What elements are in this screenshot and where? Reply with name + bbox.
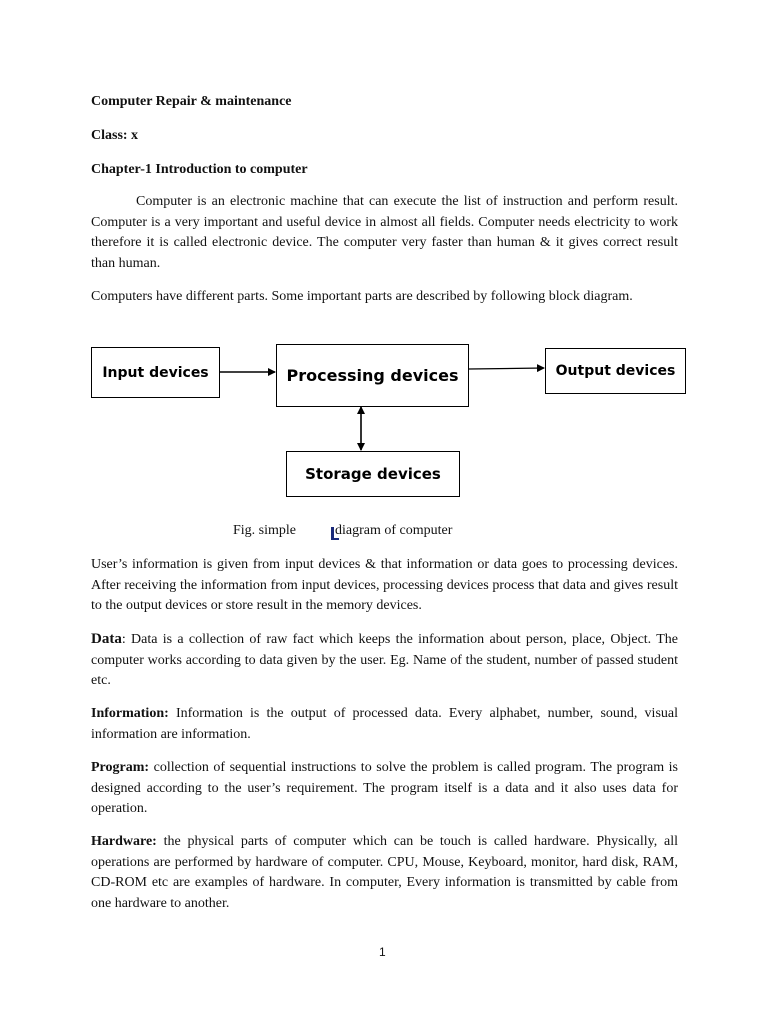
figure-caption-left: Fig. simple — [233, 523, 297, 538]
flow-paragraph: User’s information is given from input devices & that information or data goes to processing devices. After receiving the information from input devices, processing devices process that data and gives result to the output devices or store result in the memory devices. — [91, 557, 678, 613]
input-devices-box — [91, 347, 220, 398]
figure-caption-right: diagram of computer — [335, 523, 453, 538]
definition-term: Program: — [91, 760, 150, 775]
output-devices-box — [545, 348, 686, 394]
class-line: Class: x — [91, 128, 139, 143]
document-title: Computer Repair & maintenance — [91, 94, 292, 109]
definition-separator: : — [121, 632, 126, 647]
storage-devices-box — [286, 451, 460, 497]
arrow-processing-to-output — [469, 368, 544, 369]
definition-text: Information is the output of processed data. Every alphabet, number, sound, visual information are information. — [91, 706, 678, 742]
definition-data — [91, 629, 678, 692]
input-devices-label: Input devices — [102, 364, 209, 381]
processing-devices-box — [276, 344, 469, 407]
page-number: 1 — [379, 945, 386, 959]
definition-hardware — [91, 832, 678, 914]
parts-sentence: Computers have different parts. Some important parts are described by following block diagram. — [91, 289, 633, 304]
definition-term: Information: — [91, 706, 169, 721]
processing-devices-label: Processing devices — [286, 366, 459, 385]
definition-information — [91, 704, 678, 745]
chapter-heading: Chapter-1 Introduction to computer — [91, 162, 308, 177]
storage-devices-label: Storage devices — [305, 465, 441, 483]
definition-program — [91, 758, 678, 820]
output-devices-label: Output devices — [555, 363, 676, 379]
definition-text: collection of sequential instructions to solve the problem is called program. The program is designed according to the user’s requirement. The program itself is a data and it also uses data for operation. — [91, 760, 678, 816]
definition-term: Data — [91, 631, 122, 647]
definition-text: Data is a collection of raw fact which keeps the information about person, place, Object. The computer works according to data given by the user. Eg. Name of the student, number of passed student etc. — [91, 632, 678, 688]
definition-term: Hardware: — [91, 834, 157, 849]
definition-text: the physical parts of computer which can be touch is called hardware. Physically, all operations are performed by hardware of computer. CPU, Mouse, Keyboard, monitor, hard disk, RAM, CD-ROM etc are examples of hardware. In computer, Every information is transmitted by cable from one hardware to another. — [91, 834, 678, 911]
intro-paragraph: Computer is an electronic machine that can execute the list of instruction and perform result. Computer is a very important and useful device in almost all fields. Computer needs electricity to work therefore it is called electronic device. The computer very faster than human & it gives correct result than human. — [91, 194, 678, 271]
